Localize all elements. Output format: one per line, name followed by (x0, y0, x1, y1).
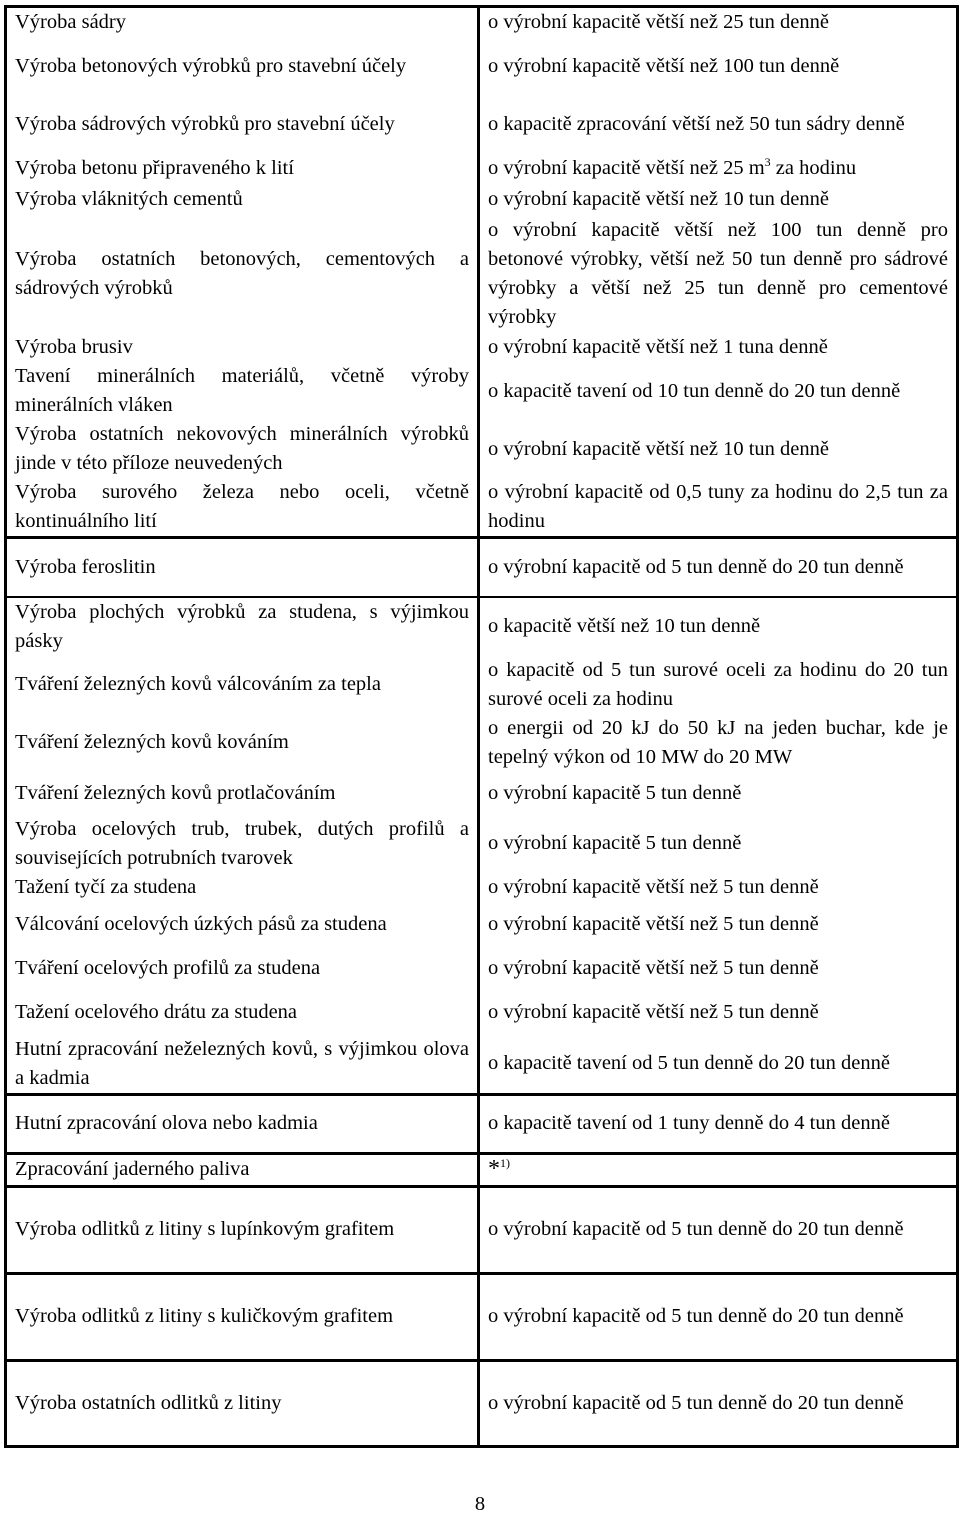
activity-cell: Tažení tyčí za studena (6, 873, 479, 903)
threshold-cell: o výrobní kapacitě větší než 10 tun denně (488, 437, 829, 460)
threshold-cell: o kapacitě od 5 tun surové oceli za hodinu do 20 tun surové oceli za hodinu (488, 658, 948, 710)
threshold-cell: o kapacitě zpracování větší než 50 tun sádry denně (488, 112, 905, 135)
activity-cell: Tváření ocelových profilů za studena (6, 947, 479, 991)
threshold-cell: o výrobní kapacitě od 5 tun denně do 20 tun denně (488, 1391, 904, 1414)
table-row (6, 1360, 958, 1446)
activity-cell: Hutní zpracování neželezných kovů, s výjimkou olova a kadmia (6, 1035, 479, 1095)
activity-cell: Výroba feroslitin (6, 538, 479, 597)
activity-cell: Tváření železných kovů válcováním za tepla (6, 656, 479, 714)
activity-cell: Výroba brusiv (6, 332, 479, 362)
table-row (6, 1094, 958, 1153)
activity-cell: Výroba ostatních nekovových minerálních výrobků jinde v této příloze neuvedených (6, 420, 479, 478)
table-row (6, 714, 958, 772)
threshold-cell: o výrobní kapacitě od 5 tun denně do 20 tun denně (488, 555, 904, 578)
threshold-cell: o výrobní kapacitě větší než 5 tun denně (488, 1001, 819, 1023)
table-row (6, 183, 958, 216)
activity-cell: Zpracování jaderného paliva (6, 1153, 479, 1186)
threshold-cell: o energii od 20 kJ do 50 kJ na jeden buchar, kde je tepelný výkon od 10 MW do 20 MW (488, 716, 948, 768)
activity-cell: Válcování ocelových úzkých pásů za studena (6, 903, 479, 947)
threshold-text: * (488, 1155, 500, 1182)
superscript: 1) (500, 1155, 510, 1170)
activity-cell: Hutní zpracování olova nebo kadmia (6, 1094, 479, 1153)
table-row (6, 216, 958, 332)
table-row (6, 420, 958, 478)
threshold-cell: o výrobní kapacitě od 0,5 tuny za hodinu do 2,5 tun za hodinu (488, 481, 948, 532)
table-row (6, 947, 958, 991)
threshold-cell (479, 1153, 958, 1186)
threshold-cell: o výrobní kapacitě od 5 tun denně do 20 tun denně (488, 1305, 904, 1327)
threshold-cell (479, 153, 958, 183)
table-row (6, 7, 958, 38)
threshold-cell: o výrobní kapacitě větší než 5 tun denně (488, 957, 819, 979)
table-row (6, 991, 958, 1035)
table-row (6, 903, 958, 947)
activity-cell: Výroba surového železa nebo oceli, včetně kontinuálního lití (6, 478, 479, 538)
activity-cell: Tavení minerálních materiálů, včetně výroby minerálních vláken (6, 362, 479, 420)
threshold-cell: o kapacitě tavení od 5 tun denně do 20 tun denně (488, 1052, 890, 1074)
superscript: 3 (764, 154, 771, 169)
table-row (6, 538, 958, 597)
table-row (6, 772, 958, 815)
activity-cell: Výroba odlitků z litiny s lupínkovým grafitem (6, 1186, 479, 1273)
activity-cell: Výroba odlitků z litiny s kuličkovým grafitem (6, 1273, 479, 1360)
threshold-cell: o výrobní kapacitě větší než 5 tun denně (488, 913, 819, 935)
table-row (6, 815, 958, 873)
threshold-cell: o kapacitě větší než 10 tun denně (488, 615, 761, 637)
activity-cell: Tažení ocelového drátu za studena (6, 991, 479, 1035)
table-row (6, 332, 958, 362)
activity-cell: Výroba ostatních betonových, cementových a sádrových výrobků (6, 216, 479, 332)
table-row (6, 1186, 958, 1273)
activity-threshold-table (4, 5, 959, 1448)
page-number: 8 (474, 1493, 486, 1515)
threshold-text: o výrobní kapacitě větší než 25 m (488, 156, 765, 179)
table-row (6, 597, 958, 656)
threshold-text-suffix: za hodinu (770, 156, 857, 179)
threshold-cell: o výrobní kapacitě od 5 tun denně do 20 tun denně (488, 1218, 904, 1240)
activity-cell: Výroba ocelových trub, trubek, dutých profilů a souvisejících potrubních tvarovek (6, 815, 479, 873)
table-row (6, 1273, 958, 1360)
threshold-cell: o výrobní kapacitě větší než 10 tun denně (488, 188, 829, 210)
table-row (6, 37, 958, 95)
table-row (6, 95, 958, 153)
activity-cell: Výroba sádry (6, 7, 479, 38)
threshold-cell: o výrobní kapacitě větší než 1 tuna denně (488, 335, 828, 358)
threshold-cell: o výrobní kapacitě 5 tun denně (488, 781, 742, 804)
table-row (6, 656, 958, 714)
threshold-cell: o výrobní kapacitě 5 tun denně (488, 832, 742, 854)
threshold-cell: o výrobní kapacitě větší než 100 tun denně (488, 54, 840, 77)
activity-cell: Tváření železných kovů protlačováním (6, 772, 479, 815)
threshold-cell: o výrobní kapacitě větší než 25 tun denně (488, 11, 829, 33)
activity-cell: Výroba vláknitých cementů (6, 183, 479, 216)
activity-cell: Tváření železných kovů kováním (6, 714, 479, 772)
activity-cell: Výroba sádrových výrobků pro stavební účely (6, 95, 479, 153)
activity-cell: Výroba plochých výrobků za studena, s výjimkou pásky (6, 597, 479, 656)
table-row (6, 478, 958, 538)
table-row (6, 1035, 958, 1095)
threshold-cell: o výrobní kapacitě větší než 100 tun denně pro betonové výrobky, větší než 50 tun denně pro sádrové výrobky a větší než 25 tun denně pro cementové výrobky (488, 219, 948, 328)
activity-cell: Výroba betonu připraveného k lití (6, 153, 479, 183)
table-row (6, 153, 958, 183)
activity-cell: Výroba ostatních odlitků z litiny (6, 1360, 479, 1446)
threshold-cell: o kapacitě tavení od 10 tun denně do 20 tun denně (488, 379, 901, 402)
activity-cell: Výroba betonových výrobků pro stavební účely (6, 37, 479, 95)
table-row (6, 873, 958, 903)
threshold-cell: o kapacitě tavení od 1 tuny denně do 4 tun denně (488, 1112, 890, 1134)
threshold-cell: o výrobní kapacitě větší než 5 tun denně (488, 876, 819, 898)
table-row (6, 362, 958, 420)
table-row (6, 1153, 958, 1186)
